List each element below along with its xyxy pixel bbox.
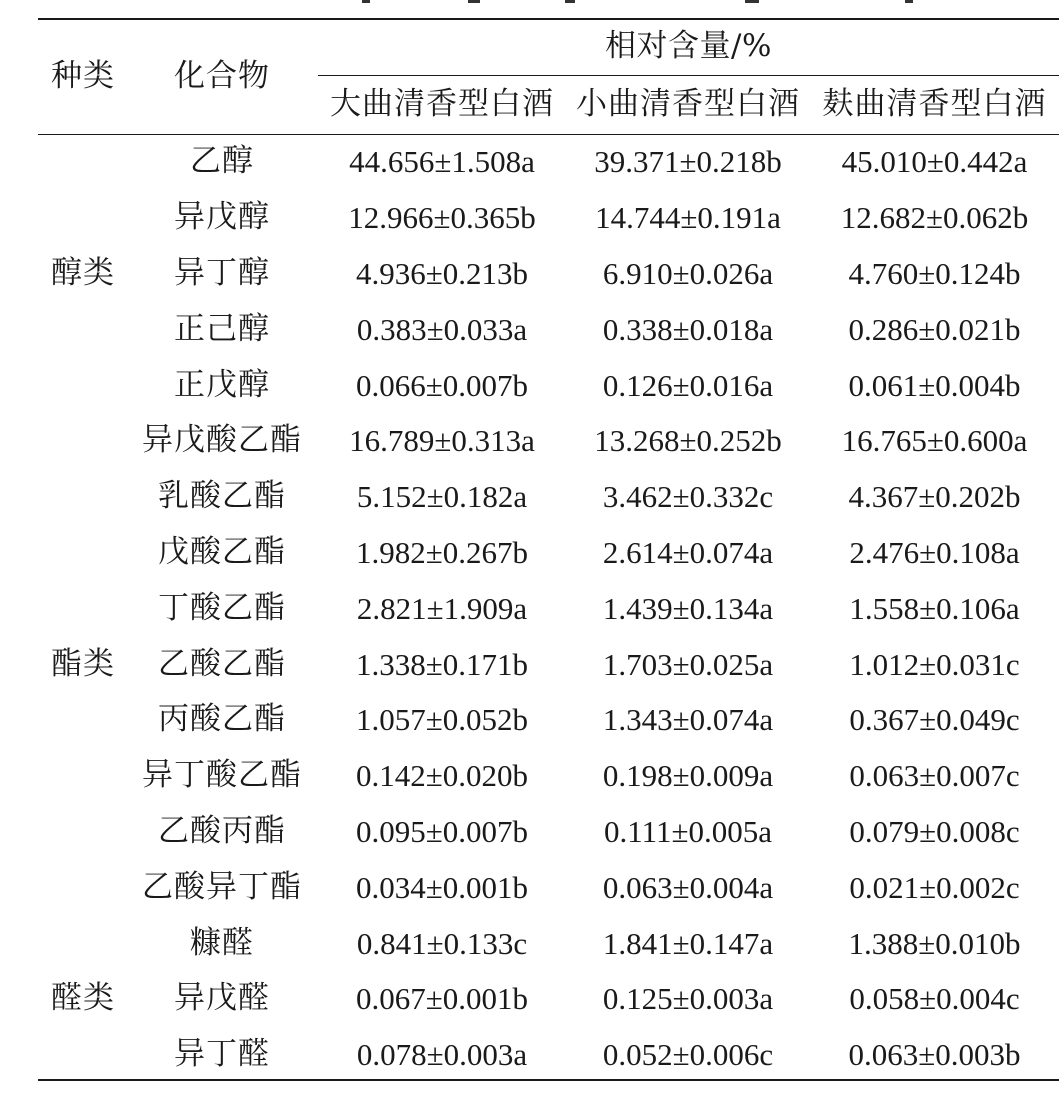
value-fuqu: 0.367±0.049c: [849, 702, 1020, 738]
value-xiaoqu: 1.841±0.147a: [602, 925, 774, 961]
value-xiaoqu: 0.126±0.016a: [602, 367, 774, 403]
value-fuqu: 12.682±0.062b: [840, 200, 1029, 236]
value-xiaoqu: 1.439±0.134a: [602, 590, 774, 626]
value-daqu: 0.095±0.007b: [355, 813, 528, 849]
compound-name: 异戊醇: [174, 199, 270, 236]
value-fuqu: 0.063±0.007c: [849, 758, 1020, 794]
value-xiaoqu: 6.910±0.026a: [602, 255, 774, 291]
value-daqu: 1.338±0.171b: [355, 646, 528, 682]
value-daqu: 44.656±1.508a: [349, 144, 535, 180]
value-fuqu: 0.079±0.008c: [849, 813, 1020, 849]
value-daqu: 0.078±0.003a: [356, 1037, 528, 1073]
compound-name: 异丁酸乙酯: [142, 757, 302, 794]
compound-name: 丙酸乙酯: [158, 701, 286, 738]
value-fuqu: 0.063±0.003b: [848, 1037, 1021, 1073]
value-fuqu: 0.286±0.021b: [848, 311, 1021, 347]
value-fuqu: 2.476±0.108a: [849, 534, 1020, 570]
value-daqu: 0.841±0.133c: [356, 925, 528, 961]
header-category: 种类: [51, 57, 115, 94]
value-daqu: 1.982±0.267b: [355, 534, 528, 570]
value-xiaoqu: 39.371±0.218b: [594, 144, 782, 180]
compound-name: 乙酸异丁酯: [142, 868, 302, 905]
value-xiaoqu: 0.338±0.018a: [602, 311, 774, 347]
value-xiaoqu: 0.111±0.005a: [604, 813, 772, 849]
value-daqu: 12.966±0.365b: [348, 200, 536, 236]
table-bottom-rule: [38, 1079, 1059, 1081]
value-daqu: 0.383±0.033a: [356, 311, 528, 347]
compound-name: 异戊醛: [174, 980, 270, 1017]
header-column-xiaoqu: 小曲清香型白酒: [576, 86, 800, 122]
value-daqu: 0.066±0.007b: [355, 367, 528, 403]
value-xiaoqu: 14.744±0.191a: [595, 200, 781, 236]
value-xiaoqu: 13.268±0.252b: [594, 423, 782, 459]
value-fuqu: 4.760±0.124b: [848, 255, 1021, 291]
compound-name: 异丁醇: [174, 254, 270, 291]
value-xiaoqu: 0.198±0.009a: [602, 758, 774, 794]
cropped-caption-fragment: [0, 0, 1059, 12]
value-fuqu: 0.021±0.002c: [849, 869, 1020, 905]
compound-name: 正戊醇: [174, 366, 270, 403]
compound-name: 乙酸乙酯: [158, 645, 286, 682]
compound-name: 乙醇: [190, 143, 254, 180]
header-compound: 化合物: [174, 57, 270, 94]
category-label: 酯类: [51, 645, 115, 682]
value-daqu: 0.067±0.001b: [355, 981, 528, 1017]
compound-name: 乙酸丙酯: [158, 812, 286, 849]
value-daqu: 2.821±1.909a: [356, 590, 528, 626]
header-relative-content: 相对含量/%: [605, 28, 772, 64]
compound-name: 戊酸乙酯: [158, 533, 286, 570]
value-daqu: 5.152±0.182a: [356, 479, 528, 515]
value-xiaoqu: 0.063±0.004a: [602, 869, 774, 905]
value-fuqu: 0.061±0.004b: [848, 367, 1021, 403]
category-label: 醛类: [51, 980, 115, 1017]
value-xiaoqu: 0.125±0.003a: [602, 981, 774, 1017]
value-xiaoqu: 0.052±0.006c: [602, 1037, 774, 1073]
compound-name: 异丁醛: [174, 1036, 270, 1073]
value-fuqu: 16.765±0.600a: [841, 423, 1028, 459]
value-fuqu: 45.010±0.442a: [841, 144, 1028, 180]
value-daqu: 16.789±0.313a: [349, 423, 535, 459]
header-column-fuqu: 麸曲清香型白酒: [822, 86, 1047, 122]
value-fuqu: 1.558±0.106a: [849, 590, 1020, 626]
value-xiaoqu: 3.462±0.332c: [602, 479, 774, 515]
value-daqu: 1.057±0.052b: [355, 702, 528, 738]
compound-name: 乳酸乙酯: [158, 478, 286, 515]
value-fuqu: 0.058±0.004c: [849, 981, 1020, 1017]
value-xiaoqu: 1.703±0.025a: [602, 646, 774, 682]
value-daqu: 0.034±0.001b: [355, 869, 528, 905]
value-xiaoqu: 1.343±0.074a: [602, 702, 774, 738]
value-fuqu: 1.012±0.031c: [849, 646, 1020, 682]
compound-name: 糠醛: [190, 924, 254, 961]
compound-name: 丁酸乙酯: [158, 589, 286, 626]
compound-name: 异戊酸乙酯: [142, 422, 302, 459]
value-daqu: 4.936±0.213b: [355, 255, 528, 291]
header-column-daqu: 大曲清香型白酒: [330, 86, 554, 122]
compound-name: 正己醇: [174, 310, 270, 347]
value-fuqu: 4.367±0.202b: [848, 479, 1021, 515]
category-label: 醇类: [51, 255, 115, 291]
value-daqu: 0.142±0.020b: [355, 758, 528, 794]
value-xiaoqu: 2.614±0.074a: [602, 534, 774, 570]
value-fuqu: 1.388±0.010b: [848, 925, 1021, 961]
